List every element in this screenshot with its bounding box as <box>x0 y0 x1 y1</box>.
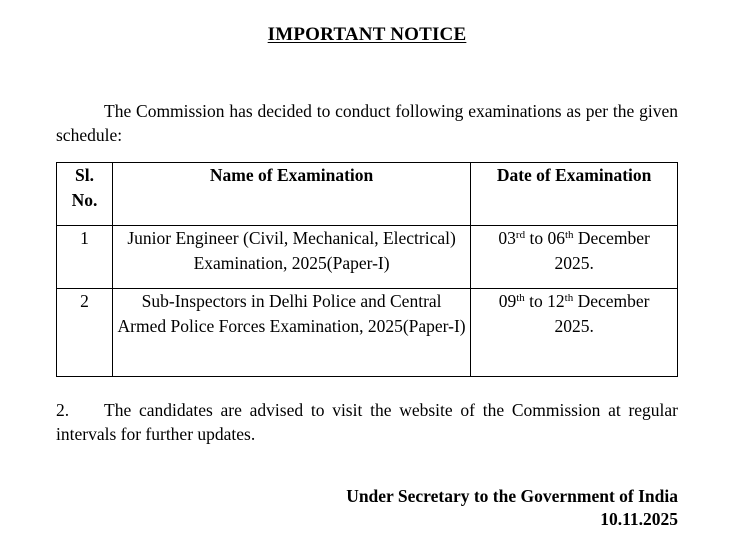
row-exam-name: Sub-Inspectors in Delhi Police and Central Armed Police Forces Examination, 2025(Paper-I) <box>112 289 470 377</box>
row-exam-date: 09th to 12th December 2025. <box>471 289 678 377</box>
signature-block <box>346 485 678 531</box>
advisory-paragraph <box>56 398 678 446</box>
header-sl-line1: Sl. <box>74 165 94 185</box>
row-exam-name: Junior Engineer (Civil, Mechanical, Electrical) Examination, 2025(Paper-I) <box>112 226 470 289</box>
notice-date: 10.11.2025 <box>600 509 678 529</box>
table-row <box>57 289 678 377</box>
header-sl-no <box>57 163 113 226</box>
table-header-row <box>57 163 678 226</box>
paragraph-number: 2. <box>56 400 70 420</box>
row-sl-no: 2 <box>57 289 113 377</box>
row-sl-no: 1 <box>57 226 113 289</box>
paragraph-text: The candidates are advised to visit the website of the Commission at regular intervals for further updates. <box>56 400 678 444</box>
row-exam-date: 03rd to 06th December 2025. <box>471 226 678 289</box>
header-exam-name: Name of Examination <box>112 163 470 226</box>
examination-schedule-table <box>56 162 678 377</box>
header-exam-date: Date of Examination <box>471 163 678 226</box>
table-row <box>57 226 678 289</box>
signatory-designation: Under Secretary to the Government of India <box>346 486 678 506</box>
header-sl-line2: No. <box>71 190 98 210</box>
intro-paragraph: The Commission has decided to conduct following examinations as per the given schedule: <box>56 101 678 145</box>
notice-title: IMPORTANT NOTICE <box>267 24 467 45</box>
